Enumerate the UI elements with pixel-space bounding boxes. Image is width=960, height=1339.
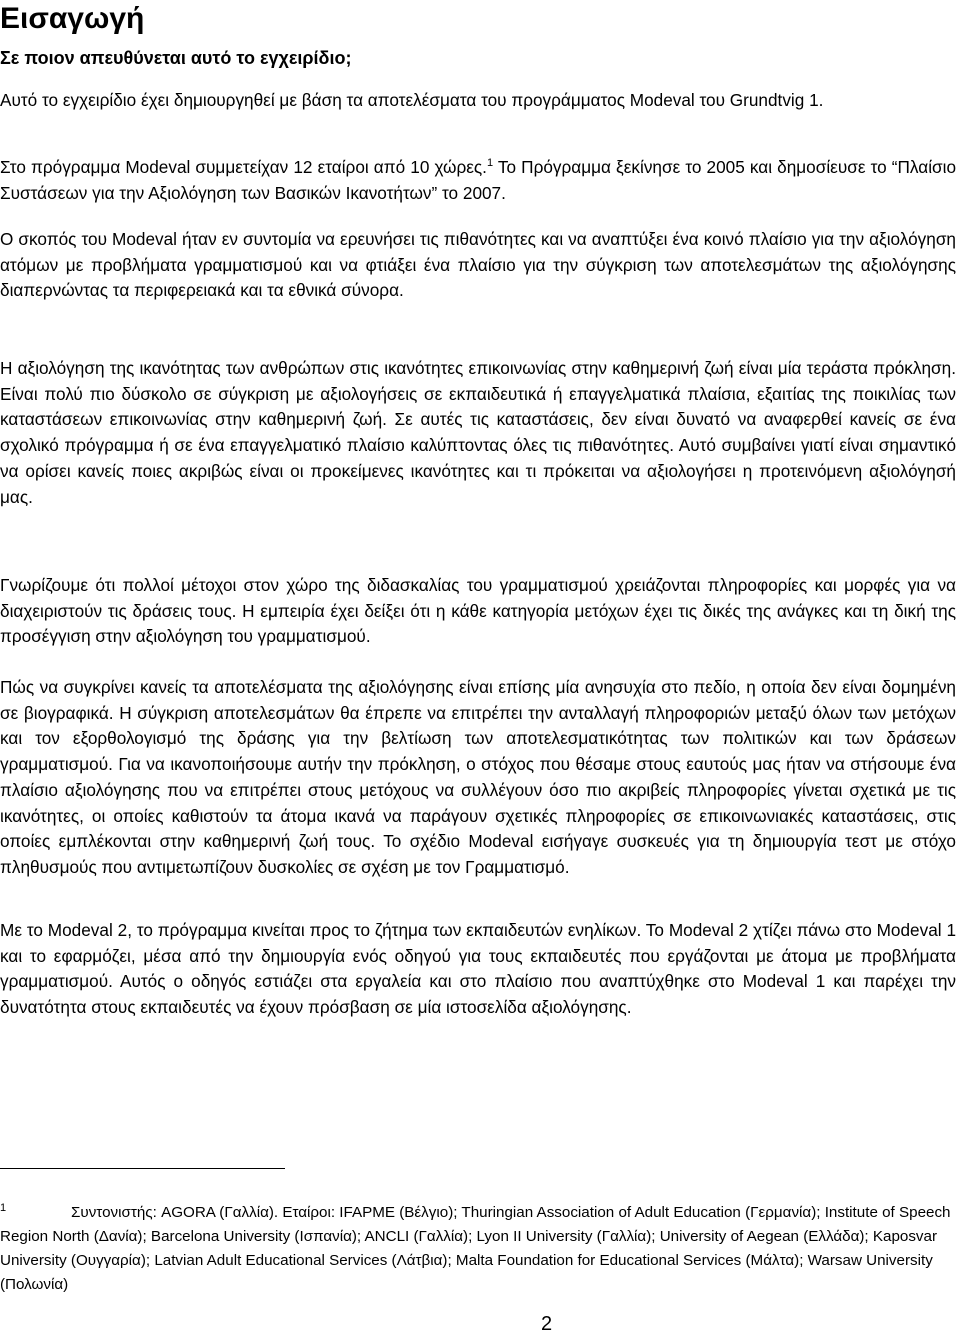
paragraph-2 [0, 155, 956, 206]
page-title: Εισαγωγή [0, 2, 145, 35]
paragraph-2-part-b: Το Πρόγραμμα ξεκίνησε το 2005 και δημοσίευσε το “Πλαίσιο Συστάσεων για την Αξιολόγηση των Βασικών Ικανοτήτων” το 2007. [0, 157, 957, 203]
footnote-text: Συντονιστής: AGORA (Γαλλία). Εταίροι: IFAPME (Βέλγιο); Thuringian Association of Adult Education (Γερμανία); Institute of Speech Region North (Δανία); Barcelona University (Ισπανία); ANCLI (Γαλλία); Lyon II University (Γαλλία); University of Aegean (Ελλάδα); Kaposvar University (Ουγγαρία); Latvian Adult Educational Services (Λάτβια); Malta Foundation for Educational Services (Μάλτα); Warsaw University (Πολωνία) [0, 1204, 951, 1293]
paragraph-1: Αυτό το εγχειρίδιο έχει δημιουργηθεί με βάση τα αποτελέσματα του προγράμματος Modeval του Grundtvig 1. [0, 90, 824, 110]
footnote-marker: 1 [0, 1202, 7, 1214]
paragraph-7: Με το Modeval 2, το πρόγραμμα κινείται προς το ζήτημα των εκπαιδευτών ενηλίκων. Το Modeval 2 χτίζει πάνω στο Modeval 1 και το εφαρμόζει, μέσα από την δημιουργία ενός οδηγού για τους εκπαιδευτές που εργάζονται με άτομα με προβλήματα γραμματισμού. Αυτός ο οδηγός εστιάζει στα εργαλεία και στο πλαίσιο που αναπτύχθηκε στο Modeval 1 και παρέχει την δυνατότητα στους εκπαιδευτές να έχουν πρόσβαση σε μία ιστοσελίδα αξιολόγησης. [0, 920, 956, 1018]
paragraph-4: Η αξιολόγηση της ικανότητας των ανθρώπων στις ικανότητες επικοινωνίας στην καθημερινή ζωή είναι μία τεράστα πρόκληση. Είναι πολύ πιο δύσκολο σε σύγκριση με αξιολογήσεις σε εκπαιδευτικά ή επαγγελματικά πλαίσια, εξαιτίας της ποικιλίας των καταστάσεων επικοινωνίας στην καθημερινή ζωή. Σε αυτές τις καταστάσεις, δεν είναι δυνατό να αναφερθεί κανείς σε ένα σχολικό πρόγραμμα ή σε ένα επαγγελματικό πλαίσιο καλύπτοντας όλες τις πιθανότητες. Αυτό συμβαίνει γιατί είναι σημαντικό να ορίσει κανείς ποιες ακριβώς είναι οι προκείμενες ικανότητες και τι πρόκειται να αξιολογήσει η προτεινόμενη αξιολόγησή μας. [0, 358, 956, 507]
section-subtitle: Σε ποιον απευθύνεται αυτό το εγχειρίδιο; [0, 48, 352, 68]
footnote-reference: 1 [486, 157, 494, 169]
footnote [0, 1196, 956, 1297]
paragraph-2-part-a: Στο πρόγραμμα Modeval συμμετείχαν 12 εταίροι από 10 χώρες. [0, 157, 487, 177]
page-number: 2 [541, 1313, 553, 1335]
paragraph-6: Πώς να συγκρίνει κανείς τα αποτελέσματα της αξιολόγησης είναι επίσης μία ανησυχία στο πεδίο, η οποία δεν είναι δομημένη σε βιογραφικά. Η σύγκριση αποτελεσμάτων θα έπρεπε να επιτρέπει την ανταλλαγή πληροφοριών μεταξύ όλων των μετόχων και τον εξορθολογισμό της δράσης για την βελτίωση των αποτελεσματικότητας των πολιτικών και των δράσεων γραμματισμού. Για να ικανοποιήσουμε αυτήν την πρόκληση, ο στόχος που θέσαμε στους εαυτούς μας ήταν να στήσουμε ένα πλαίσιο αξιολόγησης που να επιτρέπει στους μετόχους να συλλέγουν όσο πιο ακριβείς πληροφορίες γίνεται σχετικά με τις ικανότητες, οι οποίες καθιστούν τα άτομα ικανά να παράγουν σχετικές πληροφορίες σε επικοινωνιακές καταστάσεις, στις οποίες εμπλέκονται στην καθημερινή ζωή τους. Το σχέδιο Modeval εισήγαγε συσκευές για τη δημιουργία τεστ με στόχο πληθυσμούς που αντιμετωπίζουν δυσκολίες σε σχέση με τον Γραμματισμό. [0, 677, 956, 877]
paragraph-5: Γνωρίζουμε ότι πολλοί μέτοχοι στον χώρο της διδασκαλίας του γραμματισμού χρειάζονται πληροφορίες και μορφές για να διαχειριστούν τις δράσεις τους. Η εμπειρία έχει δείξει ότι η κάθε κατηγορία μετόχων έχει τις δικές της ανάγκες και τη δική της προσέγγιση στην αξιολόγηση του γραμματισμού. [0, 575, 956, 647]
footnote-divider [0, 1168, 285, 1169]
paragraph-3: Ο σκοπός του Modeval ήταν εν συντομία να ερευνήσει τις πιθανότητες και να αναπτύξει ένα κοινό πλαίσιο για την αξιολόγηση ατόμων με προβλήματα γραμματισμού και να φτιάξει ένα πλαίσιο για την σύγκριση των αποτελεσμάτων της αξιολόγησης διαπερνώντας τα περιφερειακά και τα εθνικά σύνορα. [0, 229, 956, 301]
